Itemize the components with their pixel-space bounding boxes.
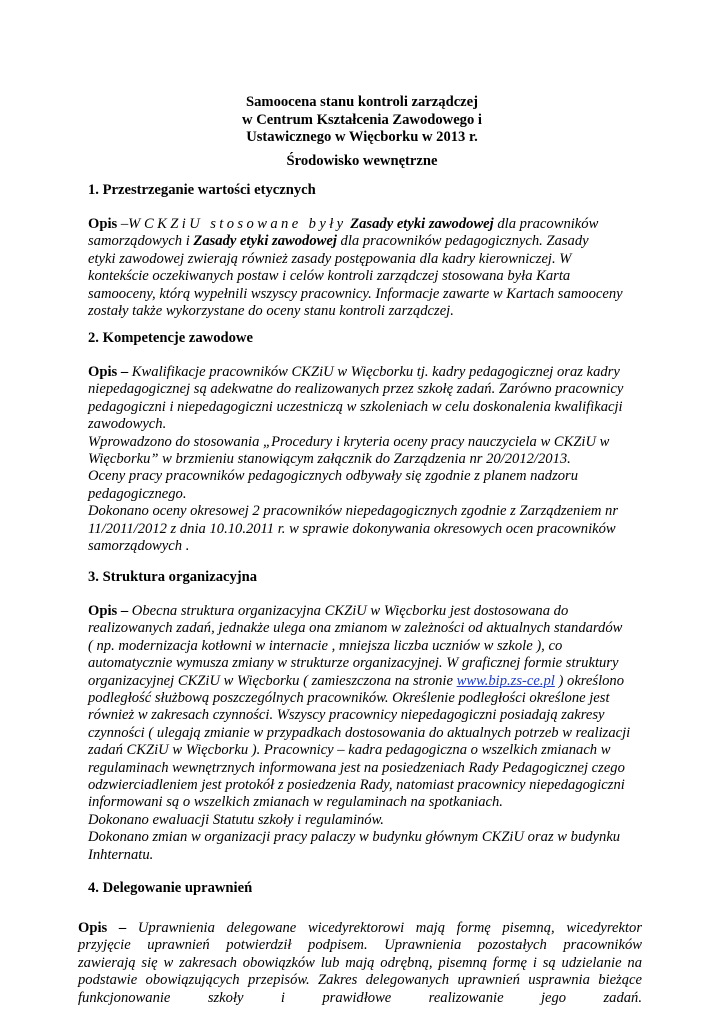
- text-fragment: ) określono: [554, 672, 625, 689]
- para-line: zostały także wykorzystane do oceny stanu kontroli zarządczej.: [88, 303, 454, 320]
- para-line: [78, 920, 642, 937]
- para-line: Inhternatu.: [88, 846, 154, 863]
- description-lead: Opis –: [88, 603, 129, 619]
- text-fragment: samorządowych i: [88, 233, 194, 250]
- title-line-1: Samoocena stanu kontroli zarządczej: [246, 94, 478, 110]
- section-delegation: [78, 920, 642, 1007]
- section-heading: 3. Struktura organizacyjna: [88, 569, 258, 585]
- bip-website-link[interactable]: www.bip.zs-ce.pl: [456, 672, 555, 689]
- text-fragment: Obecna struktura organizacyjna CKZiU w Więcborku jest dostosowana do: [128, 603, 569, 619]
- title-line-2: w Centrum Kształcenia Zawodowego i: [242, 111, 482, 128]
- text-fragment: –W: [117, 216, 144, 232]
- para-line: zadań CKZiU w Więcborku ). Pracownicy – kadra pedagogiczna o wszelkich zmianach w: [88, 742, 611, 759]
- para-line: pedagogiczni i niepedagogiczni uczestniczą w szkoleniach w celu doskonalenia kwalifikacji: [88, 398, 623, 415]
- para-line: podstawie obowiązujących przepisów. Zakres delegowanych uprawnień usprawnia bieżące: [78, 972, 642, 989]
- para-line: [88, 603, 633, 620]
- para-line: etyki zawodowej zwierają również zasady postępowania dla kadry kierowniczej. W: [88, 250, 572, 267]
- text-fragment: CKZiU stosowane były: [143, 216, 347, 232]
- para-line: funkcjonowanie szkoły i prawidłowe realizowanie jego zadań.: [78, 989, 642, 1006]
- para-line: odzwierciadleniem jest protokół z posiedzenia Rady, natomiast pracownicy niepedagogiczni: [88, 777, 625, 794]
- section-description: [88, 603, 633, 864]
- text-fragment: Uprawnienia delegowane wicedyrektorowi mają formę pisemną, wicedyrektor: [126, 920, 642, 936]
- para-line: automatycznie wymusza zmiany w strukturze organizacyjnej. W graficznej formie struktury: [88, 655, 619, 672]
- description-lead: Opis: [88, 216, 118, 232]
- description-lead: Opis –: [78, 920, 127, 936]
- text-fragment: dla pracowników pedagogicznych. Zasady: [336, 233, 589, 250]
- para-line: samorządowych .: [88, 538, 190, 555]
- para-line: Oceny pracy pracowników pedagogicznych odbywały się zgodnie z planem nadzoru: [88, 468, 579, 485]
- section-org-structure: [88, 568, 633, 864]
- para-line: Dokonano zmian w organizacji pracy palaczy w budynku głównym CKZiU oraz w budynku: [88, 829, 621, 846]
- text-fragment: dla pracowników: [493, 216, 599, 232]
- para-line: Więcborku” w brzmieniu stanowiącym załącznik do Zarządzenia nr 20/2012/2013.: [88, 451, 571, 468]
- document-subtitle: Środowisko wewnętrzne: [286, 152, 438, 169]
- para-line: również w zakresach czynności. Wszyscy pracownicy niepedagogiczni posiadają zakresy: [88, 707, 605, 724]
- section-heading: 1. Przestrzeganie wartości etycznych: [88, 182, 316, 198]
- para-line: zawierają się w zakresach obowiązków lub mają odrębną, pisemną formę i są udzielanie na: [78, 954, 642, 971]
- para-line: czynności ( ulegają zmianie w przypadkach dostosowania do aktualnych potrzeb w realizacji: [88, 724, 631, 741]
- emphasis-text: Zasady etyki zawodowej: [193, 233, 337, 250]
- description-lead: Opis –: [88, 364, 129, 380]
- section-heading: 4. Delegowanie uprawnień: [88, 880, 253, 896]
- para-line: przyjęcie uprawnień potwierdził podpisem. Uprawnienia pozostałych pracowników: [78, 937, 642, 954]
- para-line: samooceny, którą wypełnili wszyscy pracownicy. Informacje zawarte w Kartach samooceny: [88, 285, 623, 302]
- text-fragment: organizacyjnej CKZiU w Więcborku ( zamieszczona na stronie: [88, 672, 457, 689]
- para-line: Dokonano oceny okresowej 2 pracowników niepedagogicznych zgodnie z Zarządzeniem nr: [88, 503, 619, 520]
- text-fragment: Kwalifikacje pracowników CKZiU w Więcborku tj. kadry pedagogicznej oraz kadry: [128, 364, 620, 380]
- para-line: 11/2011/2012 z dnia 10.10.2011 r. w sprawie dokonywania okresowych ocen pracowników: [88, 520, 616, 537]
- section-heading: 2. Kompetencje zawodowe: [88, 330, 253, 346]
- section-competences: [88, 329, 633, 555]
- para-line: [88, 216, 633, 233]
- para-line: realizowanych zadań, jednakże ulega ona zmianom w zależności od aktualnych standardów: [88, 620, 623, 637]
- section-ethics: [88, 181, 633, 320]
- para-line: regulaminach wewnętrznych informowana jest na posiedzeniach Rady Pedagogicznej czego: [88, 759, 625, 776]
- section-description: [88, 216, 633, 320]
- para-line: [88, 364, 633, 381]
- para-line: informowani są o wszelkich zmianach w regulaminach na spotkaniach.: [88, 794, 503, 811]
- para-line: [88, 233, 633, 250]
- section-description: [88, 364, 633, 555]
- para-line: niepedagogicznej są adekwatne do realizowanych przez szkołę zadań. Zarówno pracownicy: [88, 381, 624, 398]
- para-line: kontekście oczekiwanych postaw i celów kontroli zarządczej stosowana była Karta: [88, 268, 571, 285]
- title-line-3: Ustawicznego w Więcborku w 2013 r.: [246, 129, 478, 145]
- document-title: [0, 94, 724, 170]
- para-line: [88, 673, 633, 690]
- para-line: Wprowadzono do stosowania „Procedury i kryteria oceny pracy nauczyciela w CKZiU w: [88, 433, 610, 450]
- para-line: pedagogicznego.: [88, 485, 187, 502]
- section-description: [78, 920, 642, 1007]
- emphasis-text: Zasady etyki zawodowej: [350, 216, 494, 232]
- para-line: podległość służbową poszczególnych pracowników. Określenie podległości określone jest: [88, 690, 610, 707]
- para-line: Dokonano ewaluacji Statutu szkoły i regulaminów.: [88, 811, 384, 828]
- para-line: ( np. modernizacja kotłowni w internacie , mniejsza liczba uczniów w szkole ), co: [88, 637, 563, 654]
- section-delegation-heading-wrap: [88, 879, 633, 897]
- para-line: zawodowych.: [88, 416, 167, 433]
